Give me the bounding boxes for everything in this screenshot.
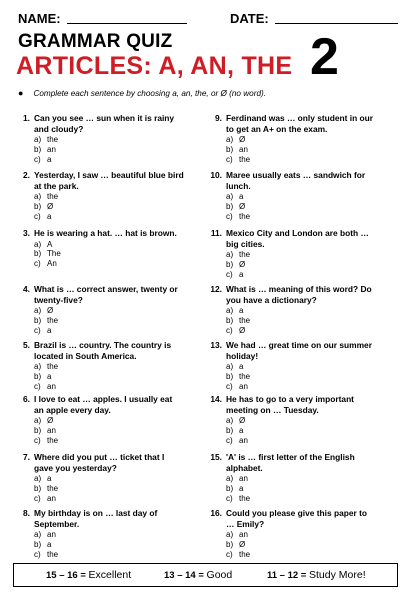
answer-options	[226, 306, 376, 335]
name-label: NAME:	[18, 11, 61, 26]
option-letter: c)	[226, 435, 233, 445]
answer-option[interactable]	[34, 416, 184, 426]
option-letter: a)	[226, 474, 234, 483]
answer-option[interactable]	[34, 494, 184, 504]
answer-option[interactable]	[226, 530, 376, 540]
option-letter: c)	[226, 549, 233, 559]
option-letter: b)	[34, 315, 42, 325]
question-text: 'A' is … first letter of the English alphabet.	[226, 452, 355, 473]
date-line[interactable]	[275, 12, 398, 24]
answer-option[interactable]	[226, 145, 376, 155]
option-letter: c)	[226, 325, 233, 335]
option-text: The	[47, 249, 61, 259]
answer-option[interactable]	[226, 212, 376, 222]
answer-option[interactable]	[34, 135, 184, 145]
option-text: an	[239, 474, 248, 483]
answer-option[interactable]	[34, 530, 184, 540]
answer-option[interactable]	[34, 436, 184, 446]
option-letter: a)	[34, 474, 42, 483]
option-text: An	[47, 259, 57, 269]
question-15	[206, 452, 376, 503]
option-text: a	[47, 539, 52, 549]
option-letter: c)	[34, 435, 41, 445]
option-text: Ø	[239, 259, 246, 269]
option-text: the	[47, 362, 59, 371]
answer-option[interactable]	[34, 249, 184, 259]
question-5	[14, 340, 184, 391]
option-letter: c)	[34, 154, 41, 164]
answer-option[interactable]	[34, 240, 184, 250]
answer-options	[34, 135, 184, 164]
answer-options	[226, 416, 376, 445]
answer-option[interactable]	[34, 326, 184, 336]
answer-options	[34, 530, 184, 559]
option-letter: c)	[34, 549, 41, 559]
answer-option[interactable]	[34, 145, 184, 155]
option-letter: b)	[34, 249, 42, 259]
answer-option[interactable]	[226, 260, 376, 270]
answer-option[interactable]	[226, 540, 376, 550]
answer-option[interactable]	[34, 474, 184, 484]
question-9	[206, 113, 376, 164]
answer-option[interactable]	[34, 306, 184, 316]
question-number: 15.	[210, 452, 222, 462]
option-text: an	[47, 530, 56, 539]
option-text: an	[47, 381, 56, 391]
option-text: the	[239, 371, 251, 381]
option-text: the	[47, 549, 59, 559]
question-number: 14.	[210, 394, 222, 404]
option-text: an	[239, 144, 248, 154]
option-letter: a)	[34, 306, 42, 315]
question-14	[206, 394, 376, 445]
option-letter: a)	[34, 192, 42, 201]
question-number: 5.	[23, 340, 30, 350]
option-letter: c)	[226, 269, 233, 279]
option-text: an	[47, 493, 56, 503]
option-text: Ø	[47, 416, 54, 425]
option-letter: b)	[34, 483, 42, 493]
question-text: Mexico City and London are both … big cities.	[226, 228, 369, 249]
score-item-excellent	[46, 569, 131, 581]
option-letter: b)	[34, 425, 42, 435]
answer-option[interactable]	[34, 212, 184, 222]
answer-option[interactable]	[34, 155, 184, 165]
option-letter: a)	[34, 530, 42, 539]
question-1	[14, 113, 184, 164]
option-text: a	[47, 474, 52, 483]
score-item-study-more	[267, 569, 366, 581]
answer-option[interactable]	[34, 259, 184, 269]
date-field[interactable]	[230, 11, 398, 26]
option-text: an	[239, 530, 248, 539]
option-text: a	[239, 483, 244, 493]
score-range: 11 – 12 =	[267, 570, 309, 581]
option-letter: c)	[226, 381, 233, 391]
answer-option[interactable]	[226, 372, 376, 382]
answer-option[interactable]	[34, 372, 184, 382]
answer-option[interactable]	[34, 382, 184, 392]
option-letter: b)	[226, 315, 234, 325]
option-text: Ø	[47, 201, 54, 211]
quiz-number: 2	[310, 28, 339, 86]
answer-option[interactable]	[226, 416, 376, 426]
answer-options	[226, 530, 376, 559]
question-number: 12.	[210, 284, 222, 294]
option-letter: b)	[226, 201, 234, 211]
answer-option[interactable]	[226, 316, 376, 326]
answer-option[interactable]	[226, 155, 376, 165]
question-number: 9.	[215, 113, 222, 123]
answer-options	[226, 192, 376, 221]
option-text: a	[47, 371, 52, 381]
score-label: Study More!	[309, 569, 366, 581]
answer-options	[34, 240, 184, 269]
option-letter: a)	[34, 416, 42, 425]
answer-options	[226, 474, 376, 503]
bullet-icon: ●	[18, 88, 24, 98]
question-number: 1.	[23, 113, 30, 123]
option-letter: c)	[226, 211, 233, 221]
option-letter: b)	[34, 201, 42, 211]
answer-option[interactable]	[34, 484, 184, 494]
question-number: 13.	[210, 340, 222, 350]
option-letter: c)	[226, 493, 233, 503]
answer-option[interactable]	[34, 202, 184, 212]
question-11	[206, 228, 376, 279]
option-text: the	[239, 493, 251, 503]
answer-option[interactable]	[226, 326, 376, 336]
option-letter: b)	[226, 144, 234, 154]
score-range: 13 – 14 =	[164, 570, 207, 581]
option-text: the	[239, 154, 251, 164]
answer-option[interactable]	[226, 474, 376, 484]
answer-option[interactable]	[226, 484, 376, 494]
option-letter: c)	[34, 325, 41, 335]
option-text: Ø	[239, 325, 246, 335]
option-text: the	[47, 135, 59, 144]
option-text: the	[47, 435, 59, 445]
question-number: 4.	[23, 284, 30, 294]
answer-option[interactable]	[226, 362, 376, 372]
answer-option[interactable]	[226, 426, 376, 436]
option-letter: c)	[34, 493, 41, 503]
option-text: the	[47, 483, 59, 493]
answer-option[interactable]	[226, 494, 376, 504]
question-text: Ferdinand was … only student in our to get an A+ on the exam.	[226, 113, 374, 134]
question-text: He has to go to a very important meeting on … Tuesday.	[226, 394, 354, 415]
option-text: an	[47, 144, 56, 154]
answer-option[interactable]	[226, 270, 376, 280]
question-text: I love to eat … apples. I usually eat an apple every day.	[34, 394, 173, 415]
answer-option[interactable]	[226, 192, 376, 202]
question-text: We had … great time on our summer holiday!	[226, 340, 372, 361]
option-text: Ø	[239, 201, 246, 211]
option-letter: b)	[34, 539, 42, 549]
option-letter: a)	[226, 362, 234, 371]
answer-options	[34, 416, 184, 445]
question-text: Where did you put … ticket that I gave you yesterday?	[34, 452, 165, 473]
question-number: 16.	[210, 508, 222, 518]
instructions	[18, 88, 266, 98]
answer-option[interactable]	[226, 202, 376, 212]
option-text: a	[239, 269, 244, 279]
answer-option[interactable]	[226, 135, 376, 145]
question-number: 11.	[210, 228, 222, 238]
option-letter: b)	[226, 259, 234, 269]
question-2	[14, 170, 184, 221]
question-text: What is … correct answer, twenty or twenty-five?	[34, 284, 178, 305]
option-letter: c)	[34, 211, 41, 221]
question-number: 3.	[23, 228, 30, 238]
answer-options	[226, 135, 376, 164]
option-text: a	[239, 362, 244, 371]
question-8	[14, 508, 184, 559]
question-4	[14, 284, 184, 335]
answer-option[interactable]	[226, 306, 376, 316]
question-13	[206, 340, 376, 391]
answer-option[interactable]	[34, 192, 184, 202]
score-label: Excellent	[88, 569, 132, 581]
option-letter: c)	[34, 381, 41, 391]
option-letter: b)	[34, 144, 42, 154]
question-10	[206, 170, 376, 221]
option-text: a	[47, 325, 52, 335]
option-letter: a)	[226, 135, 234, 144]
score-label: Good	[206, 569, 233, 581]
option-letter: a)	[34, 362, 42, 371]
answer-options	[226, 362, 376, 391]
option-text: the	[239, 315, 251, 325]
option-text: Ø	[47, 306, 54, 315]
option-text: the	[239, 211, 251, 221]
score-range: 15 – 16 =	[46, 570, 89, 581]
option-letter: a)	[226, 306, 234, 315]
option-letter: b)	[226, 425, 234, 435]
option-text: a	[47, 211, 52, 221]
option-text: the	[239, 250, 251, 259]
option-letter: a)	[226, 192, 234, 201]
option-letter: c)	[226, 154, 233, 164]
answer-option[interactable]	[34, 362, 184, 372]
question-text: Yesterday, I saw … beautiful blue bird at the park.	[34, 170, 184, 191]
option-text: an	[239, 435, 248, 445]
question-12	[206, 284, 376, 335]
option-letter: b)	[226, 371, 234, 381]
question-text: Can you see … sun when it is rainy and cloudy?	[34, 113, 175, 134]
option-text: Ø	[239, 135, 246, 144]
question-16	[206, 508, 376, 559]
answer-option[interactable]	[226, 250, 376, 260]
option-text: the	[239, 549, 251, 559]
instruction-text: Complete each sentence by choosing a, an, the, or Ø (no word).	[33, 89, 267, 98]
option-letter: b)	[226, 539, 234, 549]
answer-option[interactable]	[34, 540, 184, 550]
quiz-subtitle: ARTICLES: A, AN, THE	[16, 52, 293, 80]
question-7	[14, 452, 184, 503]
answer-options	[34, 474, 184, 503]
answer-option[interactable]	[34, 550, 184, 560]
answer-options	[34, 306, 184, 335]
answer-option[interactable]	[34, 316, 184, 326]
score-key	[13, 563, 398, 587]
question-number: 6.	[23, 394, 30, 404]
answer-option[interactable]	[34, 426, 184, 436]
answer-option[interactable]	[226, 382, 376, 392]
question-3	[14, 228, 184, 269]
option-letter: b)	[34, 371, 42, 381]
question-text: What is … meaning of this word? Do you have a dictionary?	[226, 284, 372, 305]
question-text: Brazil is … country. The country is located in South America.	[34, 340, 172, 361]
answer-options	[34, 192, 184, 221]
question-6	[14, 394, 184, 445]
date-label: DATE:	[230, 11, 269, 26]
option-text: a	[239, 306, 244, 315]
option-text: the	[47, 315, 59, 325]
option-text: Ø	[239, 416, 246, 425]
question-text: He is wearing a hat. … hat is brown.	[34, 228, 177, 238]
option-text: an	[239, 381, 248, 391]
option-letter: a)	[226, 416, 234, 425]
answer-options	[34, 362, 184, 391]
option-text: the	[47, 192, 59, 201]
score-item-good	[164, 569, 232, 581]
question-text: My birthday is on … last day of September.	[34, 508, 158, 529]
quiz-title: GRAMMAR QUIZ	[18, 31, 173, 52]
option-text: A	[47, 239, 53, 249]
name-field[interactable]	[18, 11, 187, 26]
option-letter: a)	[226, 530, 234, 539]
option-text: a	[239, 192, 244, 201]
option-text: a	[239, 425, 244, 435]
option-text: an	[47, 425, 56, 435]
question-number: 10.	[210, 170, 222, 180]
answer-options	[226, 250, 376, 279]
question-text: Maree usually eats … sandwich for lunch.	[226, 170, 366, 191]
option-letter: a)	[226, 250, 234, 259]
option-letter: a)	[34, 239, 42, 249]
option-letter: c)	[34, 259, 41, 269]
question-number: 8.	[23, 508, 30, 518]
question-number: 7.	[23, 452, 30, 462]
option-letter: b)	[226, 483, 234, 493]
option-letter: a)	[34, 135, 42, 144]
answer-option[interactable]	[226, 550, 376, 560]
question-number: 2.	[23, 170, 30, 180]
option-text: Ø	[239, 539, 246, 549]
name-line[interactable]	[67, 12, 187, 24]
option-text: a	[47, 154, 52, 164]
question-text: Could you please give this paper to … Emily?	[226, 508, 368, 529]
answer-option[interactable]	[226, 436, 376, 446]
